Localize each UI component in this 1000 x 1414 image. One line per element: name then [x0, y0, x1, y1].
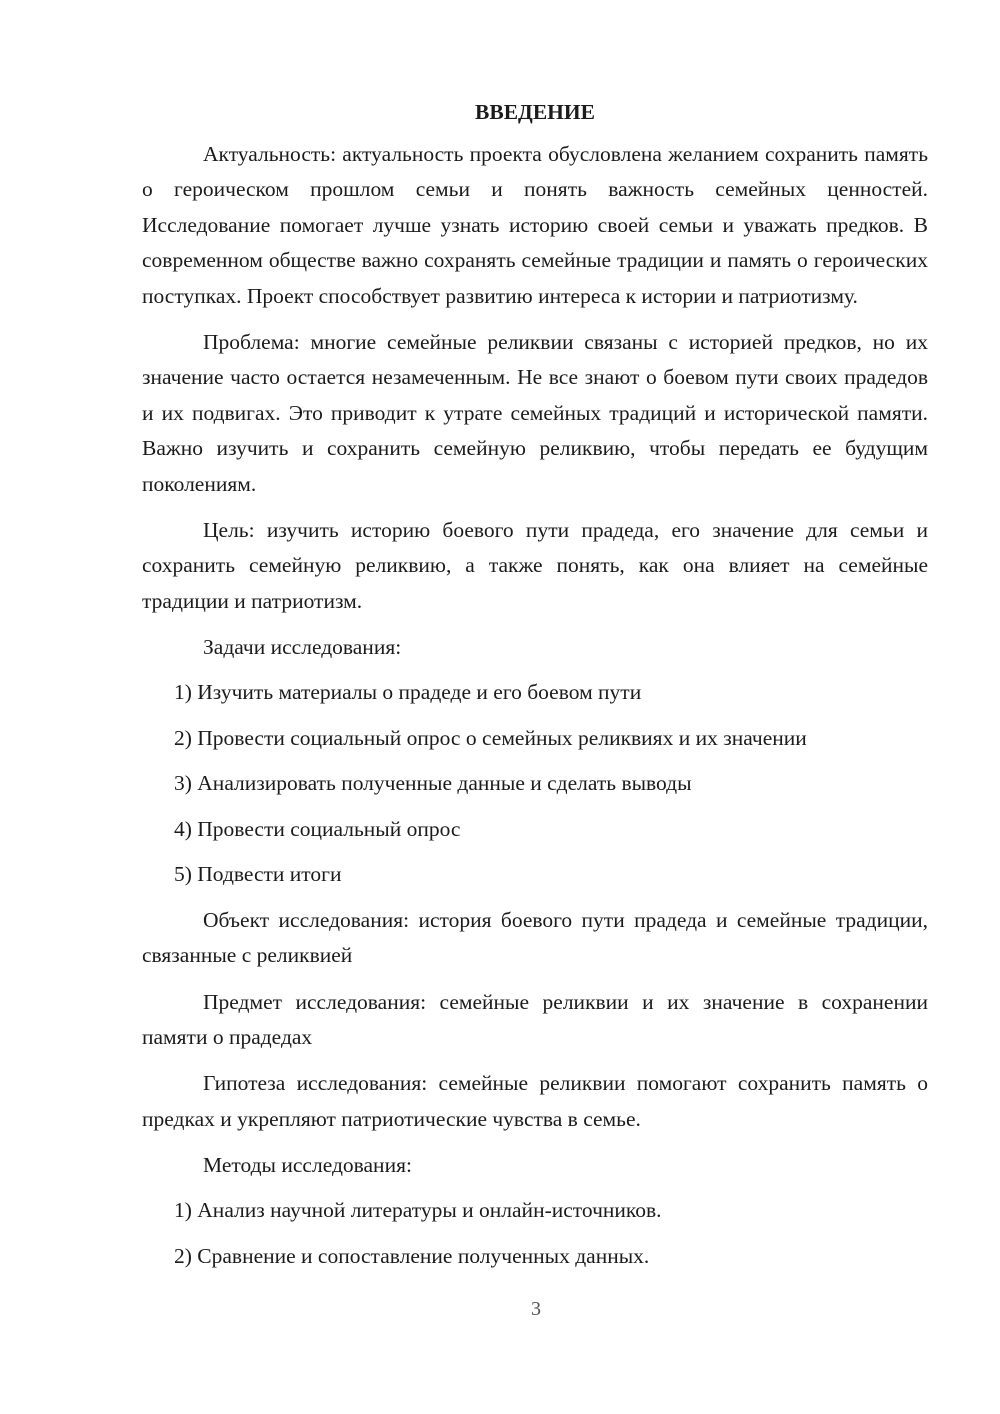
- list-item: 5) Подвести итоги: [174, 862, 342, 887]
- paragraph-subject: Предмет исследования: семейные реликвии и их значение в сохранении памяти о прадедах: [142, 989, 928, 1049]
- paragraph-object: Объект исследования: история боевого пути прадеда и семейные традиции, связанные с реликвией: [142, 907, 928, 968]
- list-item: 1) Изучить материалы о прадеде и его боевом пути: [174, 680, 642, 705]
- page-title: ВВЕДЕНИЕ: [475, 100, 595, 124]
- tasks-heading: Задачи исследования:: [203, 635, 402, 660]
- list-item: 4) Провести социальный опрос: [174, 816, 461, 841]
- page-number: 3: [531, 1298, 541, 1320]
- list-item: 3) Анализировать полученные данные и сделать выводы: [174, 771, 692, 796]
- page-content: [142, 95, 928, 1284]
- list-item: 2) Сравнение и сопоставление полученных данных.: [174, 1243, 650, 1268]
- paragraph-problem: Проблема: многие семейные реликвии связаны с историей предков, но их значение часто остается незамеченным. Не все знают о боевом пути своих прадедов и их подвигах. Это приводит к утрате семейных традиций и исторической памяти. Важно изучить и сохранить семейную реликвию, чтобы передать ее будущим поколениям.: [142, 330, 928, 496]
- paragraph-goal: Цель: изучить историю боевого пути прадеда, его значение для семьи и сохранить семейную реликвию, а также понять, как она влияет на семейные традиции и патриотизм.: [142, 518, 928, 613]
- methods-list: [142, 1193, 928, 1274]
- list-item: 1) Анализ научной литературы и онлайн-источников.: [174, 1198, 662, 1223]
- list-item: 2) Провести социальный опрос о семейных реликвиях и их значении: [174, 725, 807, 750]
- tasks-list: [142, 675, 928, 892]
- paragraph-relevance: Актуальность: актуальность проекта обусловлена желанием сохранить память о героическом прошлом семьи и понять важность семейных ценностей. Исследование помогает лучше узнать историю своей семьи и уважать предков. В современном обществе важно сохранять семейные традиции и память о героических поступках. Проект способствует развитию интереса к истории и патриотизму.: [142, 142, 928, 308]
- paragraph-hypothesis: Гипотеза исследования: семейные реликвии помогают сохранить память о предках и укрепляют патриотические чувства в семье.: [142, 1071, 928, 1131]
- methods-heading: Методы исследования:: [203, 1153, 412, 1178]
